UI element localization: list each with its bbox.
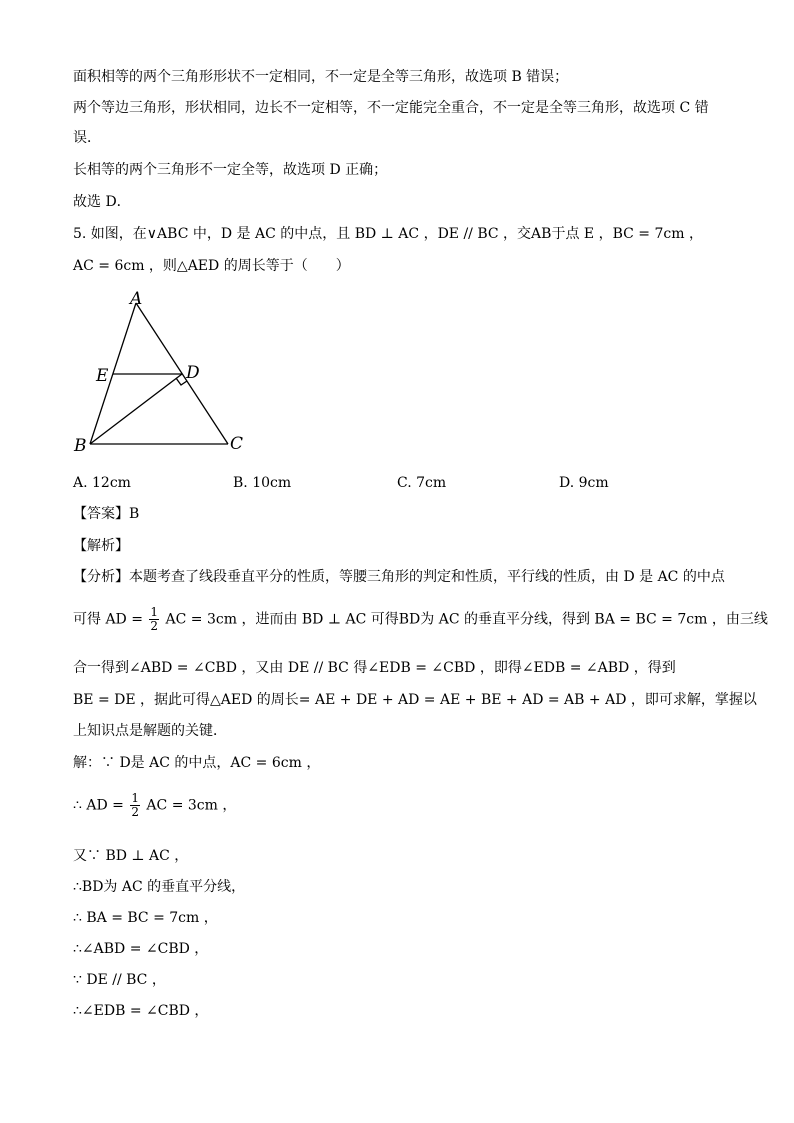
solution-line: 解：∵ D是 AC 的中点，AC = 6cm ， [73,755,321,771]
solution-text: AC = 3cm ， [146,797,237,814]
text-line: 误． [73,130,101,146]
answer-line: 【答案】B [73,506,140,522]
analysis-line: 上知识点是解题的关键． [73,723,227,739]
label-a: A [130,289,143,309]
analysis-line: 合一得到∠ABD = ∠CBD ，又由 DE // BC 得∠EDB = ∠CBD ，即得∠EDB = ∠ABD ，得到 [73,660,676,676]
triangle-figure [68,285,258,460]
option-b: B. 10cm [233,475,292,491]
solution-line: ∵ DE // BC ， [73,972,166,988]
label-d: D [186,363,200,383]
fraction-numerator: 1 [150,605,159,619]
analysis-heading: 【解析】 [73,538,129,554]
solution-line [73,792,236,819]
solution-line: ∴BD为 AC 的垂直平分线， [73,879,246,895]
analysis-line [73,606,768,633]
option-d: D. 9cm [559,475,609,491]
solution-text: ∴ AD = [73,797,124,814]
option-c: C. 7cm [397,475,447,491]
label-e: E [96,366,109,386]
fraction [130,792,140,819]
text-line: 故选 D． [73,194,131,210]
option-a: A. 12cm [73,475,131,491]
question-line: 5. 如图，在∨ABC 中，D 是 AC 的中点，且 BD ⊥ AC ，DE // BC ，交AB于点 E ，BC = 7cm ， [73,226,703,242]
analysis-text: 可得 AD = [73,611,143,628]
solution-line: ∴ BA = BC = 7cm ， [73,910,218,926]
text-line: 长相等的两个三角形不一定全等，故选项 D 正确； [73,162,388,178]
solution-line: ∴∠EDB = ∠CBD ， [73,1003,209,1019]
text-line: 面积相等的两个三角形形状不一定相同，不一定是全等三角形，故选项 B 错误； [73,69,569,85]
text-line: 两个等边三角形，形状相同，边长不一定相等，不一定能完全重合，不一定是全等三角形，故选项 C 错 [73,100,709,116]
analysis-line: 【分析】本题考查了线段垂直平分的性质，等腰三角形的判定和性质，平行线的性质，由 D 是 AC 的中点 [73,569,725,585]
fraction-denominator: 2 [131,805,139,819]
fraction-numerator: 1 [131,791,139,805]
fraction-denominator: 2 [150,619,159,633]
solution-line: 又∵ BD ⊥ AC ， [73,848,189,864]
answer-options [73,473,733,493]
label-c: C [230,434,244,454]
solution-line: ∴∠ABD = ∠CBD ， [73,941,209,957]
label-b: B [74,436,87,456]
fraction [149,606,159,633]
question-line: AC = 6cm ，则△AED 的周长等于（ ） [73,258,350,274]
analysis-line: BE = DE ，据此可得△AED 的周长= AE + DE + AD = AE + BE + AD = AB + AD ，即可求解，掌握以 [73,692,757,708]
analysis-text: AC = 3cm ，进而由 BD ⊥ AC 可得BD为 AC 的垂直平分线，得到 BA = BC = 7cm ，由三线 [165,611,768,628]
